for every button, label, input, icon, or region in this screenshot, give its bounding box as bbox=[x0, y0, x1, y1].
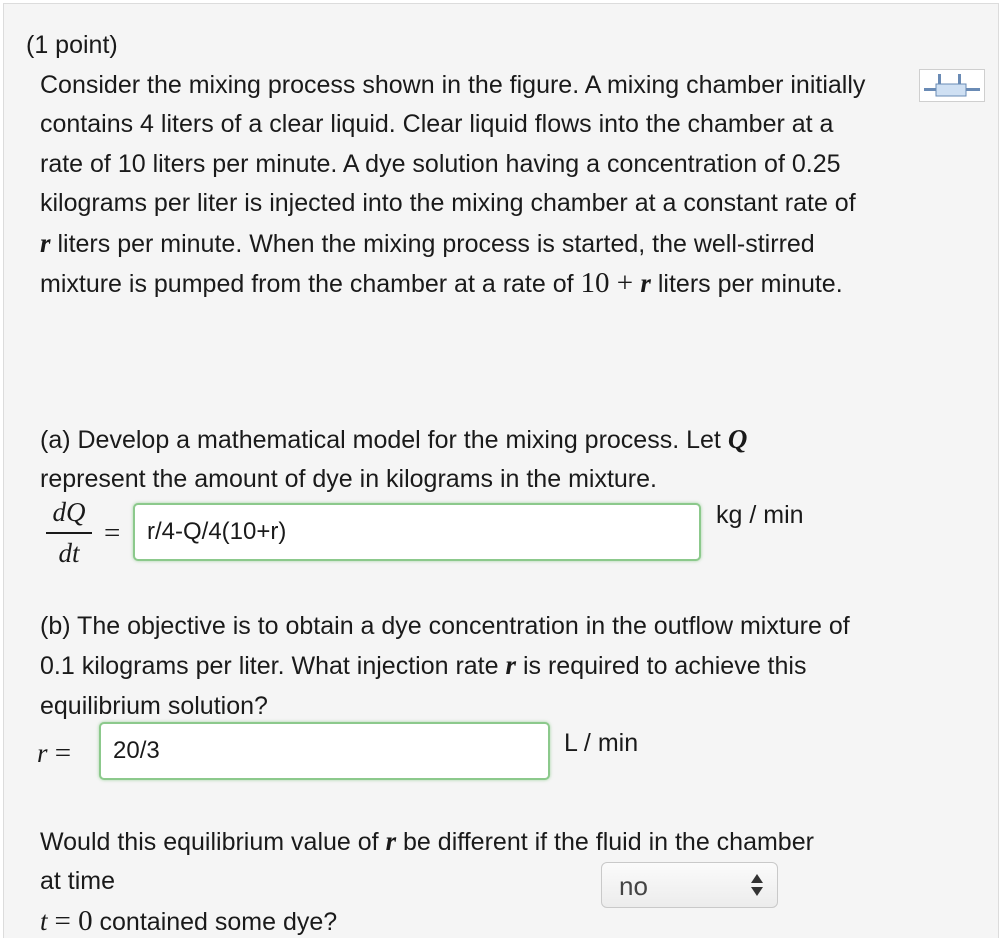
part-a-answer-input[interactable] bbox=[133, 503, 701, 561]
part-c-select[interactable] bbox=[601, 862, 778, 908]
var-r: r bbox=[40, 227, 51, 258]
liquid-pipe-shape bbox=[958, 74, 961, 84]
statement-part-2: liters per minute. When the mixing process is started, the well-stirred mixture is pumped from the chamber at a rate of bbox=[40, 229, 815, 299]
part-c-text-1: Would this equilibrium value of bbox=[40, 828, 379, 856]
t-equals-zero: = 0 bbox=[54, 904, 93, 937]
part-b-unit: L / min bbox=[564, 729, 639, 757]
part-b-lhs bbox=[37, 737, 71, 770]
outflow-rate-math: 10 + r bbox=[580, 267, 651, 300]
var-r: r bbox=[505, 650, 517, 681]
figure-icon bbox=[920, 70, 984, 101]
outflow-pipe-shape bbox=[966, 88, 980, 91]
part-a-text-2: represent the amount of dye in kilograms in the mixture. bbox=[40, 465, 657, 494]
select-value: no bbox=[619, 871, 648, 901]
chamber-shape bbox=[936, 84, 966, 96]
var-q: Q bbox=[727, 424, 748, 454]
part-c-text-3: contained some dye? bbox=[99, 907, 338, 936]
part-a-prompt bbox=[40, 420, 870, 500]
part-a-text: (a) Develop a mathematical model for the mixing process. Let bbox=[40, 426, 721, 454]
var-r: r bbox=[385, 826, 397, 856]
fraction-bar bbox=[46, 532, 92, 534]
var-t: t bbox=[40, 905, 48, 936]
part-b-text: (b) The objective is to obtain a dye concentration in the outflow mixture of 0.1 kilograms per liter. What injection rate bbox=[40, 612, 850, 681]
statement-part-1: Consider the mixing process shown in the figure. A mixing chamber initially contains 4 liters of a clear liquid. Clear liquid flows into the chamber at a rate of 10 liters per minute. A dye solution having a concentration of 0.25 kilograms per liter is injected into the mixing chamber at a constant rate of bbox=[40, 71, 866, 218]
part-a-unit: kg / min bbox=[716, 501, 804, 529]
dye-pipe-shape bbox=[938, 74, 941, 84]
part-b-r-var: r bbox=[37, 738, 48, 768]
point-value: (1 point) bbox=[26, 31, 118, 59]
fraction-denominator: dt bbox=[58, 538, 80, 568]
statement-part-3: liters per minute. bbox=[657, 270, 843, 299]
dq-dt-fraction bbox=[44, 494, 94, 570]
fraction-numerator: dQ bbox=[52, 497, 86, 527]
part-b-equals: = bbox=[54, 737, 72, 769]
inflow-pipe-shape bbox=[924, 88, 936, 91]
updown-arrows-icon bbox=[749, 872, 765, 898]
problem-statement bbox=[40, 66, 870, 304]
part-b-prompt bbox=[40, 607, 870, 726]
part-b-answer-input[interactable] bbox=[99, 722, 550, 780]
part-c-text-2: be different if the fluid in the chamber at time bbox=[40, 828, 814, 896]
part-a-equals: = bbox=[104, 517, 121, 549]
part-b-text-2: is required to achieve this equilibrium solution? bbox=[40, 652, 807, 720]
problem-card bbox=[3, 3, 999, 938]
mixing-chamber-figure-thumbnail[interactable] bbox=[919, 69, 985, 102]
